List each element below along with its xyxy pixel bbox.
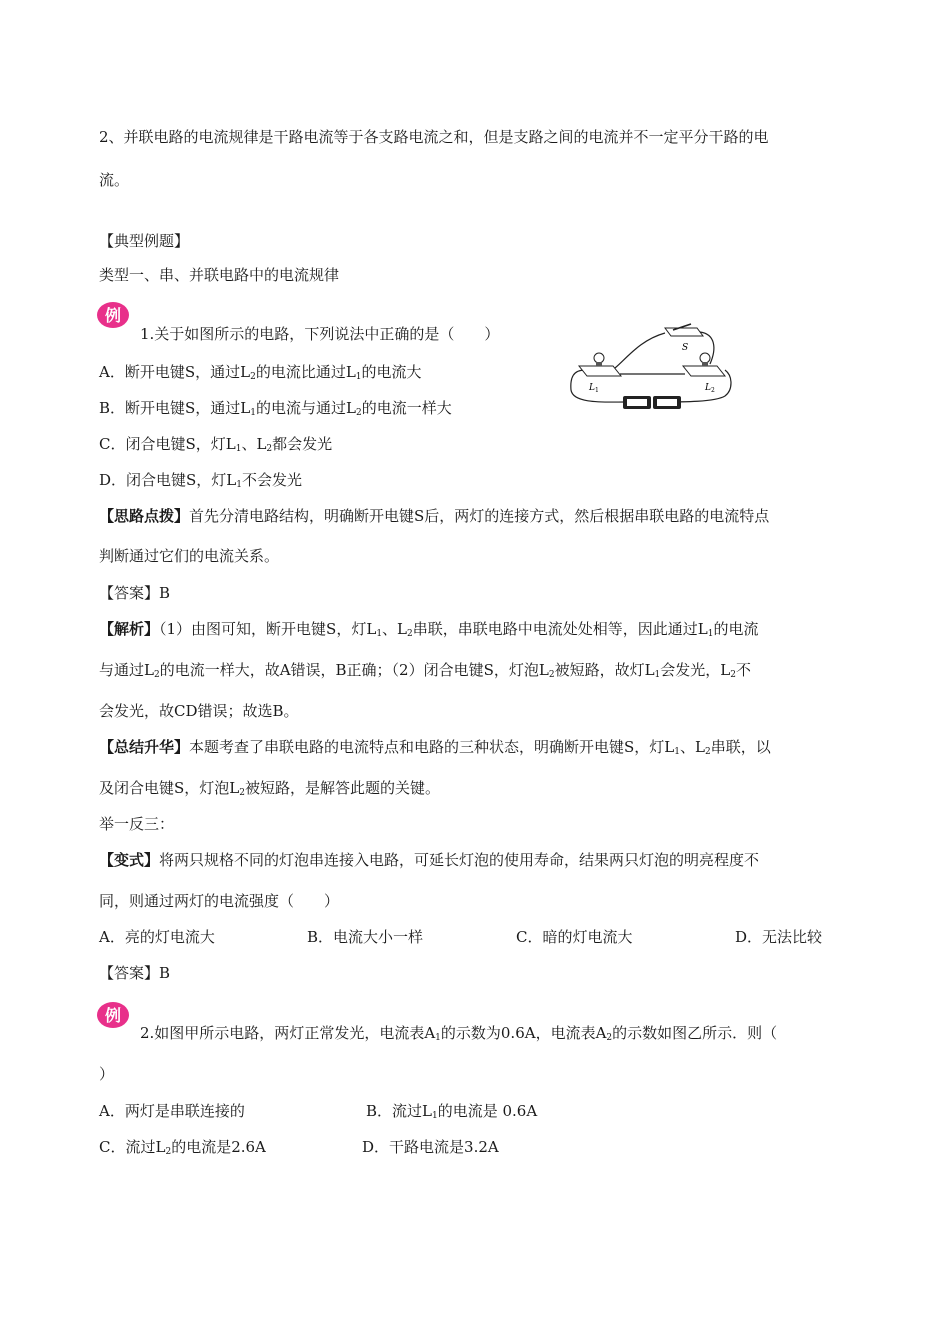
ex1-answer: 【答案】B <box>99 584 171 602</box>
ex1-option-d: D．闭合电键S，灯$L_1$不会发光 <box>99 471 303 490</box>
ex2-option-b: B．流过$L_1$的电流是 0.6A <box>366 1102 538 1121</box>
ex1-stem: 1.关于如图所示的电路，下列说法中正确的是（ ） <box>140 325 500 343</box>
ex2-option-a: A．两灯是串联连接的 <box>99 1102 245 1120</box>
ex1-summary-line2: 及闭合电键S，灯泡$L_2$被短路，是解答此题的关键。 <box>99 779 440 798</box>
ex2-option-d: D．干路电流是3.2A <box>362 1138 499 1156</box>
switch-icon <box>665 324 703 336</box>
example-badge-icon <box>96 1000 130 1030</box>
lamp1-icon <box>579 353 621 376</box>
ex2-stem-line2: ） <box>99 1065 115 1083</box>
practice-option-c: C．暗的灯电流大 <box>516 928 633 946</box>
practice-question-line1: 【变式】将两只规格不同的灯泡串连接入电路，可延长灯泡的使用寿命，结果两只灯泡的明亮程度不 <box>99 851 760 869</box>
ex1-analysis-line3: 会发光，故CD错误；故选B。 <box>99 702 299 720</box>
practice-title: 举一反三： <box>99 815 175 833</box>
ex1-hint-line2: 判断通过它们的电流关系。 <box>99 547 280 565</box>
practice-option-d: D．无法比较 <box>735 928 823 946</box>
lamp1-label-sub: 1 <box>595 387 599 394</box>
ex2-stem: 2.如图甲所示电路，两灯正常发光，电流表$A_1$的示数为0.6A，电流表$A_2$的示数如图乙所示．则（ <box>140 1024 778 1043</box>
rule2-line1: 2、并联电路的电流规律是干路电流等于各支路电流之和，但是支路之间的电流并不一定平分干路的电 <box>99 128 769 146</box>
ex1-analysis-line1: 【解析】（1）由图可知，断开电键S，灯$L_1$、$L_2$串联，串联电路中电流处处相等，因此通过$L_1$的电流 <box>99 620 759 639</box>
section-title: 【典型例题】 <box>99 232 190 250</box>
practice-option-a: A．亮的灯电流大 <box>99 928 215 946</box>
type-title: 类型一、串、并联电路中的电流规律 <box>99 266 340 284</box>
practice-option-b: B．电流大小一样 <box>307 928 424 946</box>
ex1-option-b: B．断开电键S，通过$L_1$的电流与通过$L_2$的电流一样大 <box>99 399 452 418</box>
ex1-summary-line1: 【总结升华】本题考查了串联电路的电流特点和电路的三种状态，明确断开电键S，灯$L_1$、$L_2$串联，以 <box>99 738 771 757</box>
ex1-analysis-line2: 与通过$L_2$的电流一样大，故A错误，B正确；（2）闭合电键S，灯泡$L_2$被短路，故灯$L_1$会发光，$L_2$不 <box>99 661 751 680</box>
example-badge-icon <box>96 300 130 330</box>
practice-answer: 【答案】B <box>99 964 171 982</box>
ex1-option-a: A．断开电键S，通过$L_2$的电流比通过$L_1$的电流大 <box>99 363 422 382</box>
battery-icon <box>623 396 681 409</box>
lamp2-icon <box>683 353 725 376</box>
badge-char: 例 <box>104 306 122 325</box>
ex1-option-c: C．闭合电键S，灯$L_1$、$L_2$都会发光 <box>99 435 333 454</box>
switch-label: S <box>682 343 689 353</box>
lamp2-label: L <box>705 383 711 393</box>
badge-char: 例 <box>104 1006 122 1025</box>
practice-question-line2: 同，则通过两灯的电流强度（ ） <box>99 892 340 910</box>
ex1-hint-line1: 【思路点拨】首先分清电路结构，明确断开电键S后，两灯的连接方式，然后根据串联电路的电流特点 <box>99 507 770 525</box>
lamp2-label-sub: 2 <box>711 387 715 394</box>
circuit-diagram <box>565 318 740 418</box>
wire-top-left <box>615 333 665 368</box>
ex2-option-c: C．流过$L_2$的电流是2.6A <box>99 1138 266 1157</box>
rule2-line2: 流。 <box>99 171 130 189</box>
lamp1-label: L <box>589 383 595 393</box>
